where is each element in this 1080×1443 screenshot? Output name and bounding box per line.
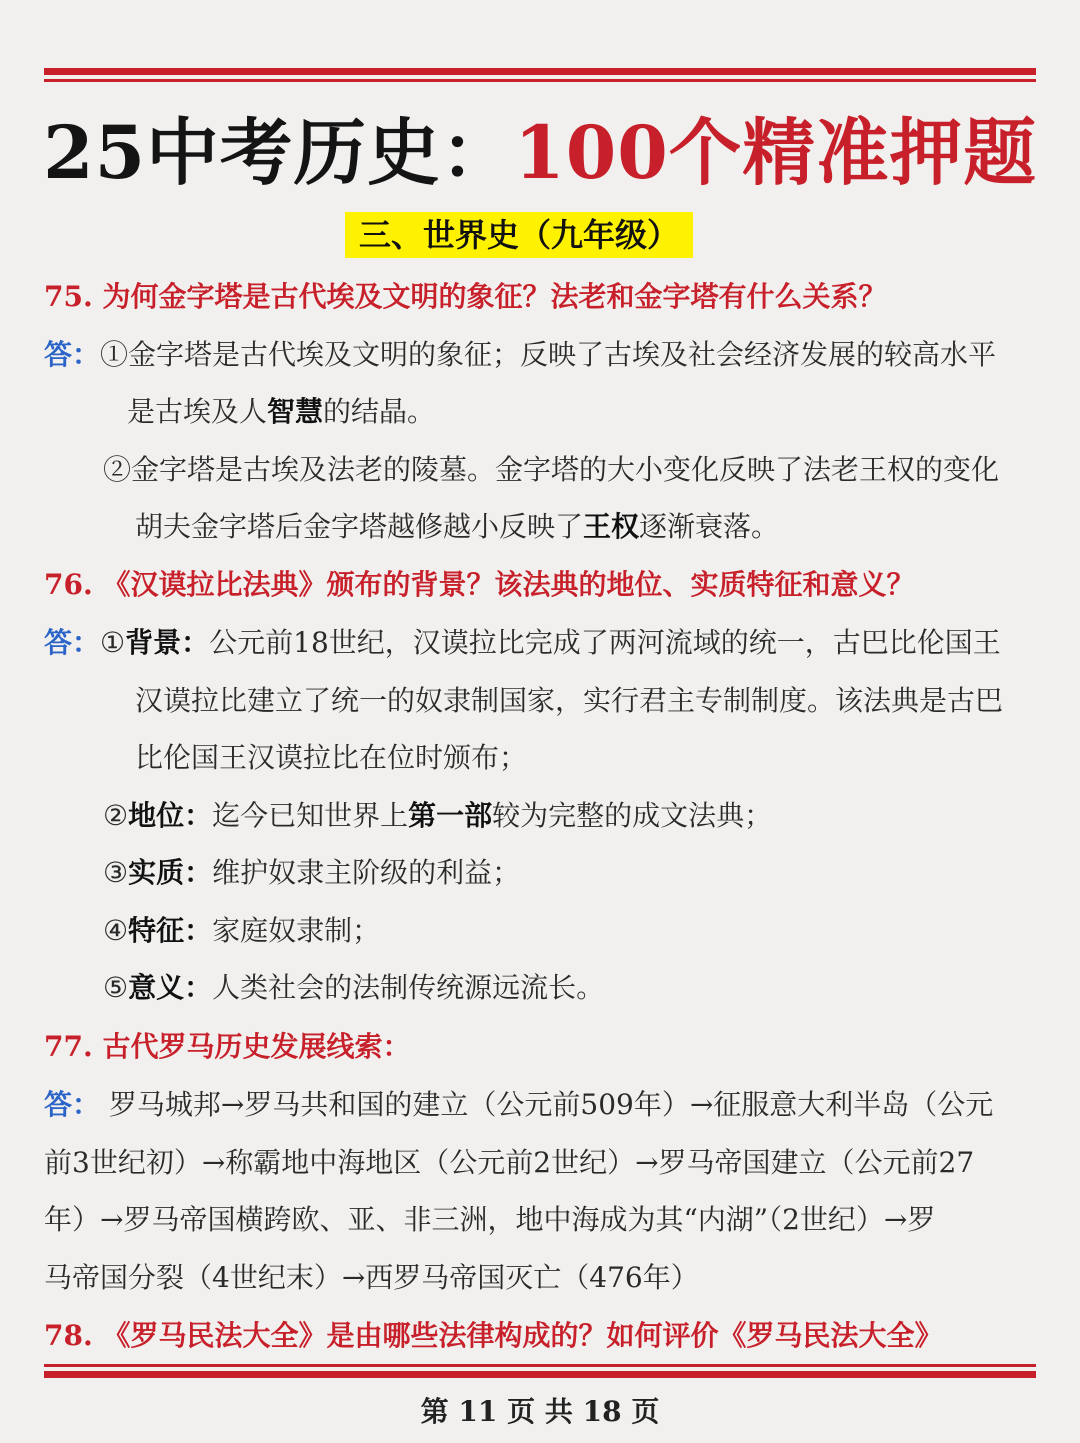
page-footer: 第 11 页 共 18 页 xyxy=(420,1395,660,1428)
answer-text: 胡夫金字塔后金字塔越修越小反映了 xyxy=(135,510,584,543)
bottom-rule-thick xyxy=(44,1371,1036,1378)
answer-label: 答： xyxy=(44,338,101,371)
answer-75-line-3: ②金字塔是古埃及法老的陵墓。金字塔的大小变化反映了法老王权的变化 xyxy=(103,453,1000,486)
answer-text: 公元前18世纪，汉谟拉比完成了两河流域的统一，古巴比伦国王 xyxy=(209,626,1001,659)
bold-term: 特征： xyxy=(128,914,213,947)
answer-75-line-1 xyxy=(44,335,996,375)
answer-text: 维护奴隶主阶级的利益； xyxy=(212,856,521,889)
answer-text: ①金字塔是古代埃及文明的象征；反映了古埃及社会经济发展的较高水平 xyxy=(100,338,997,371)
page-title xyxy=(0,112,1080,196)
title-part2: 100个精准押题 xyxy=(514,111,1037,196)
item-number: ① xyxy=(100,626,126,659)
question-77: 77. 古代罗马历史发展线索： xyxy=(44,1030,411,1063)
answer-label: 答： xyxy=(44,1088,101,1121)
item-number: ② xyxy=(103,799,129,832)
bold-term: 实质： xyxy=(128,856,213,889)
bold-term: 背景： xyxy=(125,626,210,659)
bold-term: 地位： xyxy=(128,799,213,832)
answer-text: 逐渐衰落。 xyxy=(639,510,780,543)
answer-76-line-5 xyxy=(103,853,520,893)
bold-term: 第一部 xyxy=(408,799,493,832)
answer-76-line-6 xyxy=(103,911,380,951)
answer-77-line-2: 前3世纪初）→称霸地中海地区（公元前2世纪）→罗马帝国建立（公元前27 xyxy=(44,1146,975,1179)
answer-text: 罗马城邦→罗马共和国的建立（公元前509年）→征服意大利半岛（公元 xyxy=(100,1088,994,1121)
answer-76-line-2: 汉谟拉比建立了统一的奴隶制国家，实行君主专制制度。该法典是古巴 xyxy=(135,684,1004,717)
answer-text: 家庭奴隶制； xyxy=(212,914,381,947)
item-number: ④ xyxy=(103,914,129,947)
answer-76-line-1 xyxy=(44,623,1001,663)
answer-77-line-1 xyxy=(44,1085,993,1125)
title-part1: 25中考历史： xyxy=(43,111,515,196)
bottom-rule-thin xyxy=(44,1364,1036,1367)
answer-text: 是古埃及人 xyxy=(127,395,268,428)
question-75: 75. 为何金字塔是古代埃及文明的象征？法老和金字塔有什么关系？ xyxy=(44,280,887,313)
answer-text: 的结晶。 xyxy=(323,395,436,428)
answer-text: 迄今已知世界上 xyxy=(212,799,409,832)
answer-75-line-4 xyxy=(135,507,779,547)
answer-76-line-4 xyxy=(103,796,772,836)
bold-term: 王权 xyxy=(583,510,640,543)
answer-75-line-2 xyxy=(127,392,435,432)
answer-text: 较为完整的成文法典； xyxy=(492,799,773,832)
answer-77-line-4: 马帝国分裂（4世纪末）→西罗马帝国灭亡（476年） xyxy=(44,1261,699,1294)
answer-77-line-3: 年）→罗马帝国横跨欧、亚、非三洲，地中海成为其“内湖”（2世纪）→罗 xyxy=(44,1203,936,1236)
answer-76-line-3: 比伦国王汉谟拉比在位时颁布； xyxy=(135,741,528,774)
answer-label: 答： xyxy=(44,626,101,659)
question-78: 78. 《罗马民法大全》是由哪些法律构成的？如何评价《罗马民法大全》 xyxy=(44,1319,943,1352)
top-rule-thick xyxy=(44,68,1036,75)
top-rule-thin xyxy=(44,79,1036,82)
section-badge: 三、世界史（九年级） xyxy=(345,212,693,258)
question-76: 76. 《汉谟拉比法典》颁布的背景？该法典的地位、实质特征和意义？ xyxy=(44,568,915,601)
bold-term: 意义： xyxy=(128,971,213,1004)
answer-76-line-7 xyxy=(103,968,604,1008)
bold-term: 智慧 xyxy=(267,395,324,428)
item-number: ⑤ xyxy=(103,971,129,1004)
answer-text: 人类社会的法制传统源远流长。 xyxy=(212,971,605,1004)
item-number: ③ xyxy=(103,856,129,889)
